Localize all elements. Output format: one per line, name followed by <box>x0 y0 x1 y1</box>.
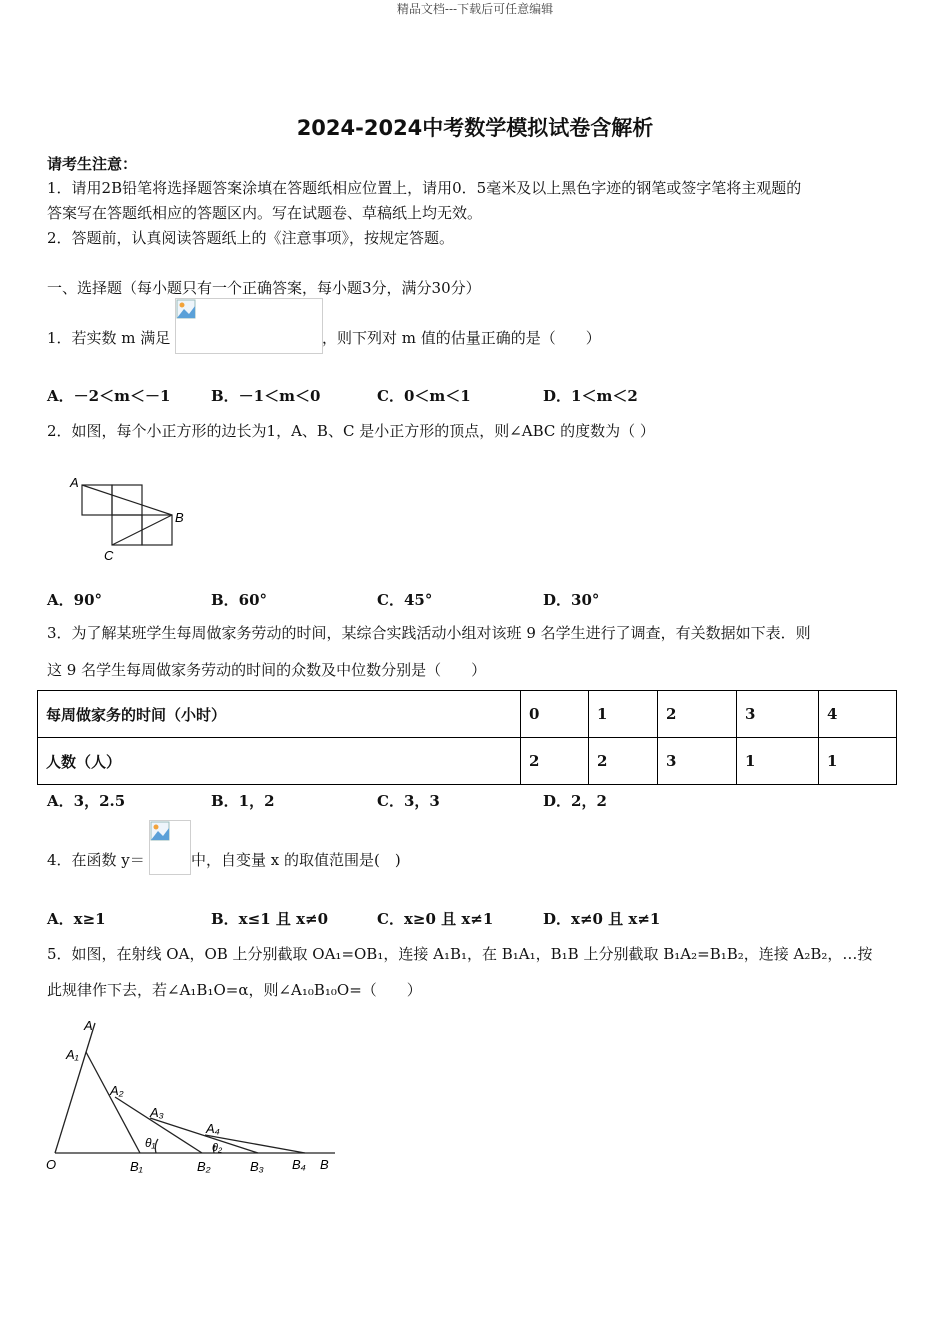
q1-option-d: D．1＜m＜2 <box>543 387 638 405</box>
notice-line-2: 答案写在答题纸相应的答题区内。写在试题卷、草稿纸上均无效。 <box>47 204 483 222</box>
q1-option-a: A．－2＜m＜－1 <box>47 387 171 405</box>
grid-square <box>112 515 142 545</box>
label-a: A <box>84 1018 93 1033</box>
label-c: C <box>104 548 114 563</box>
table-row-label: 每周做家务的时间（小时） <box>38 691 521 738</box>
q1-suffix: ，则下列对 m 值的估量正确的是（ ） <box>322 329 601 347</box>
q3-option-b: B．1，2 <box>211 792 275 810</box>
notice-line-1: 1．请用2B铅笔将选择题答案涂填在答题纸相应位置上，请用0．5毫米及以上黑色字迹的钢笔或签字笔将主观题的 <box>47 179 802 197</box>
q2-option-c: C．45° <box>377 591 433 609</box>
q1-option-c: C．0＜m＜1 <box>377 387 471 405</box>
q3-line-2: 这 9 名学生每周做家务劳动的时间的众数及中位数分别是（ ） <box>47 661 487 679</box>
table-cell: 2 <box>521 738 589 785</box>
grid-square <box>142 515 172 545</box>
label-theta2: θ₂ <box>212 1142 223 1154</box>
q3-option-d: D．2，2 <box>543 792 607 810</box>
label-a2: A₂ <box>110 1083 124 1098</box>
q4-suffix: 中，自变量 x 的取值范围是( ) <box>191 851 401 869</box>
label-b2: B₂ <box>197 1159 211 1174</box>
q2-option-a: A．90° <box>47 591 103 609</box>
table-cell: 3 <box>737 691 819 738</box>
label-a3: A₃ <box>150 1105 164 1120</box>
table-cell: 2 <box>658 691 737 738</box>
q5-line-2: 此规律作下去，若∠A₁B₁O=α，则∠A₁₀B₁₀O=（ ） <box>47 981 422 999</box>
label-a1: A₁ <box>66 1047 79 1062</box>
angle-arc-theta1 <box>155 1139 158 1153</box>
table-cell: 2 <box>589 738 658 785</box>
segment-a1b1 <box>86 1052 140 1153</box>
q3-data-table <box>37 690 897 785</box>
q5-line-1: 5．如图，在射线 OA，OB 上分别截取 OA₁=OB₁，连接 A₁B₁，在 B₁A₁，B₁B 上分别截取 B₁A₂=B₁B₂，连接 A₂B₂，…按 <box>47 945 873 963</box>
broken-image-icon <box>176 299 196 319</box>
q4-option-d: D．x≠0 且 x≠1 <box>543 910 661 928</box>
table-cell: 1 <box>589 691 658 738</box>
label-theta1: θ₁ <box>145 1136 156 1150</box>
q1-formula-image <box>175 298 323 354</box>
q3-option-c: C．3，3 <box>377 792 440 810</box>
table-cell: 1 <box>819 738 897 785</box>
table-row <box>38 691 897 738</box>
q3-option-a: A．3，2.5 <box>47 792 126 810</box>
q2-option-d: D．30° <box>543 591 600 609</box>
ray-oa <box>55 1023 95 1153</box>
q5-rays-figure <box>40 1015 340 1180</box>
label-a: A <box>70 475 79 490</box>
q3-line-1: 3．为了解某班学生每周做家务劳动的时间，某综合实践活动小组对该班 9 名学生进行了调查，有关数据如下表．则 <box>47 624 811 642</box>
q2-grid-figure <box>62 470 202 570</box>
q1-option-b: B．－1＜m＜0 <box>211 387 321 405</box>
q4-formula-image <box>149 820 191 875</box>
q2-option-b: B．60° <box>211 591 268 609</box>
label-b4: B₄ <box>292 1157 306 1172</box>
notice-line-3: 2．答题前，认真阅读答题纸上的《注意事项》，按规定答题。 <box>47 229 455 247</box>
page-title: 2024-2024中考数学模拟试卷含解析 <box>296 116 654 140</box>
table-cell: 4 <box>819 691 897 738</box>
table-cell: 0 <box>521 691 589 738</box>
label-b3: B₃ <box>250 1159 264 1174</box>
label-b: B <box>320 1157 329 1172</box>
table-cell: 1 <box>737 738 819 785</box>
label-b: B <box>175 510 184 525</box>
broken-image-icon <box>150 821 170 841</box>
q1-prefix: 1．若实数 m 满足 <box>47 329 171 347</box>
page-header-note: 精品文档---下载后可任意编辑 <box>396 2 554 16</box>
table-row <box>38 738 897 785</box>
label-b1: B₁ <box>130 1159 143 1174</box>
table-cell: 3 <box>658 738 737 785</box>
segment-ab <box>82 485 172 515</box>
segment-a3b3 <box>150 1118 258 1153</box>
q2-text: 2．如图，每个小正方形的边长为1，A、B、C 是小正方形的顶点，则∠ABC 的度数为（ ） <box>47 422 655 440</box>
q4-prefix: 4．在函数 y＝ <box>47 851 145 869</box>
q4-option-c: C．x≥0 且 x≠1 <box>377 910 494 928</box>
q4-option-a: A．x≥1 <box>47 910 106 928</box>
label-o: O <box>46 1157 57 1172</box>
notice-heading: 请考生注意： <box>47 155 138 173</box>
table-row-label: 人数（人） <box>38 738 521 785</box>
section-1-heading: 一、选择题（每小题只有一个正确答案，每小题3分，满分30分） <box>47 279 481 297</box>
label-a4: A₄ <box>206 1121 220 1136</box>
q4-option-b: B．x≤1 且 x≠0 <box>211 910 329 928</box>
